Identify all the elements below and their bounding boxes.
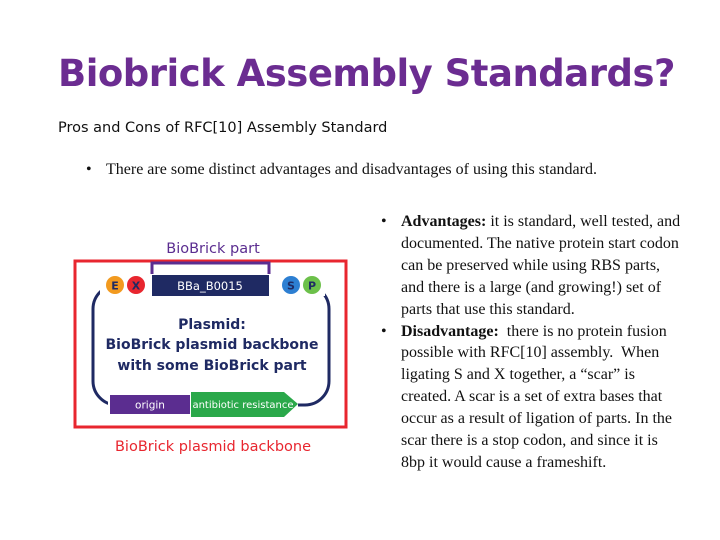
slide-title: Biobrick Assembly Standards? <box>58 52 675 95</box>
site-s-label: S <box>287 279 295 293</box>
site-e-label: E <box>111 279 119 293</box>
biobrick-plasmid-diagram <box>66 226 351 466</box>
disadvantage-text: there is no protein fusion possible with RFC[10] assembly. When ligating S and X together, a “scar” is created. A scar is a set of extra bases that occur as a result of ligation of parts. In the scar there is a stop codon, and since it is 8bp it would cause a frameshift. <box>401 322 677 471</box>
bullet-dot: • <box>381 322 387 340</box>
disadvantage-item <box>381 321 681 474</box>
plasmid-line-3: with some BioBrick part <box>117 358 307 374</box>
plasmid-line-2: BioBrick plasmid backbone <box>105 337 319 353</box>
advantages-label: Advantages: <box>401 213 487 230</box>
advantages-text: it is standard, well tested, and documented. The native protein start codon can be preserved while using RBS parts, and there is a large (and growing!) set of parts that use this standard. <box>401 213 681 318</box>
bullet-dot: • <box>381 213 387 230</box>
disadvantage-label: Disadvantage: <box>401 322 499 340</box>
backbone-label: BioBrick plasmid backbone <box>114 439 312 455</box>
advantages-item <box>381 211 681 321</box>
site-p-label: P <box>307 279 317 293</box>
pros-cons-list <box>381 211 681 474</box>
part-name: BBa_B0015 <box>177 279 243 293</box>
part-label: BioBrick part <box>166 241 260 257</box>
origin-label: origin <box>135 399 165 412</box>
intro-bullet <box>86 161 597 179</box>
slide-subtitle: Pros and Cons of RFC[10] Assembly Standard <box>58 120 388 136</box>
plasmid-title: Plasmid: <box>178 317 246 333</box>
resistance-label: antibiotic resistance <box>192 400 294 411</box>
part-bracket <box>152 263 269 274</box>
intro-text: There are some distinct advantages and disadvantages of using this standard. <box>106 161 597 178</box>
bullet-dot: • <box>86 161 92 178</box>
site-x-label: X <box>131 279 141 293</box>
